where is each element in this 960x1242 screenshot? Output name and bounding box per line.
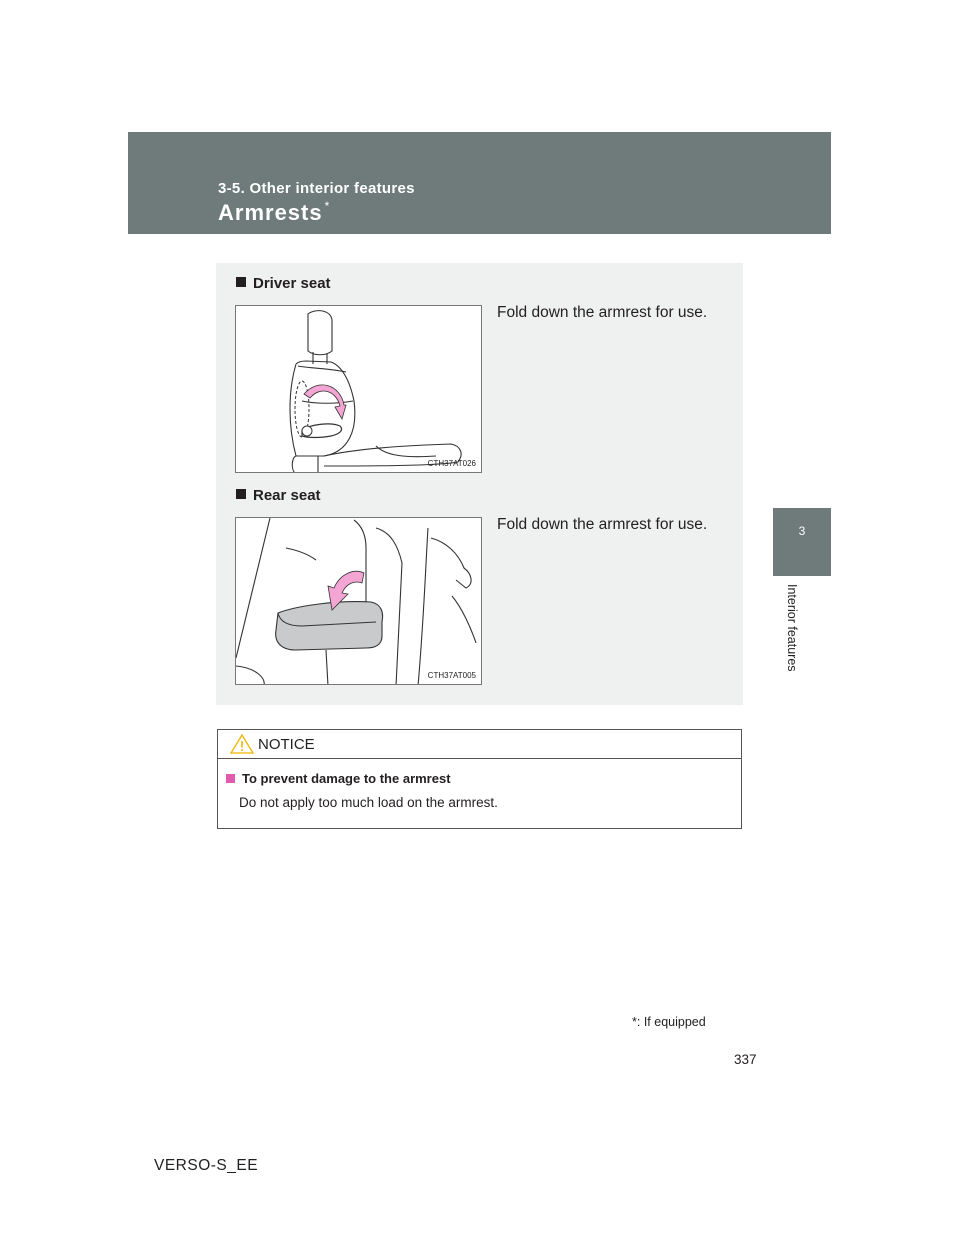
rear-seat-heading-text: Rear seat	[253, 487, 321, 504]
footnote-text: : If equipped	[636, 1015, 706, 1029]
page-title-text: Armrests	[218, 200, 323, 225]
driver-seat-heading-text: Driver seat	[253, 275, 331, 292]
rear-seat-description: Fold down the armrest for use.	[497, 516, 708, 533]
driver-seat-heading	[236, 275, 331, 292]
chapter-tab-number: 3	[773, 508, 831, 576]
rear-seat-figure	[235, 517, 482, 685]
armrest-panel	[216, 263, 743, 705]
driver-seat-description: Fold down the armrest for use.	[497, 304, 708, 321]
document-id: VERSO-S_EE	[154, 1157, 259, 1174]
notice-subheading	[226, 771, 451, 786]
chapter-tab-label-text: Interior features	[785, 584, 799, 672]
chapter-tab-label	[785, 584, 799, 694]
warning-triangle-icon	[230, 734, 254, 754]
asterisk-mark: *	[632, 1015, 637, 1029]
driver-seat-illustration	[236, 306, 482, 473]
notice-body: Do not apply too much load on the armrest.	[239, 795, 498, 810]
rear-seat-heading	[236, 487, 321, 504]
chapter-header	[128, 132, 831, 234]
driver-seat-figure-code: CTH37AT026	[427, 459, 476, 468]
section-title: 3-5. Other interior features	[218, 180, 415, 197]
square-bullet-icon	[236, 277, 246, 287]
pink-square-bullet-icon	[226, 774, 235, 783]
rear-seat-illustration	[236, 518, 482, 685]
notice-header	[218, 730, 741, 759]
if-equipped-footnote	[632, 1015, 706, 1029]
page-title	[218, 200, 330, 226]
if-equipped-mark: *	[324, 198, 331, 213]
rear-seat-figure-code: CTH37AT005	[427, 671, 476, 680]
driver-seat-figure	[235, 305, 482, 473]
page-number: 337	[734, 1052, 757, 1067]
notice-label: NOTICE	[258, 736, 315, 753]
square-bullet-icon	[236, 489, 246, 499]
notice-box	[217, 729, 742, 829]
notice-subheading-text: To prevent damage to the armrest	[242, 771, 451, 786]
